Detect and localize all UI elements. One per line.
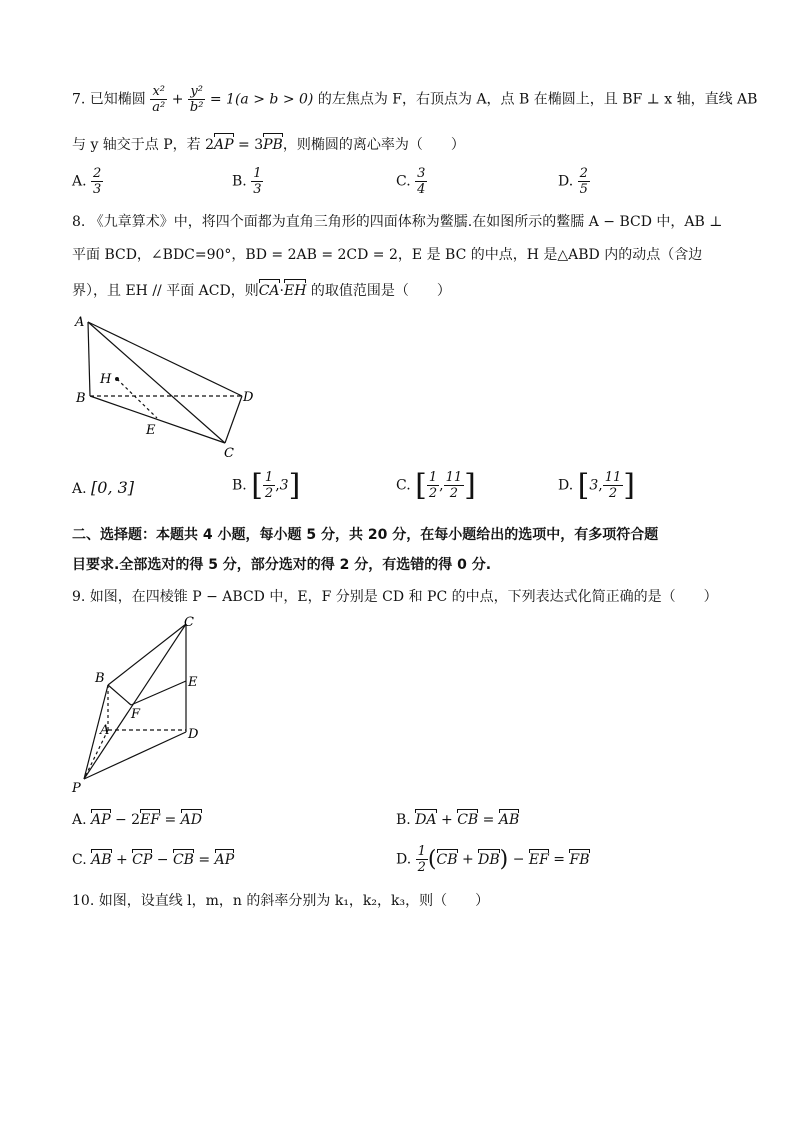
- q9-line1: 9. 如图，在四棱锥 P − ABCD 中，E，F 分别是 CD 和 PC 的中点，下列表达式化简正确的是（ ）: [72, 589, 718, 605]
- vector-eh: EH: [284, 283, 307, 299]
- q7-text-d: = 3: [233, 137, 264, 153]
- q7-text-a: 7. 已知椭圆: [72, 91, 146, 108]
- q9-option-d[interactable]: D. $\frac{1}{2}$ (CB + DB) − EF = FB: [396, 844, 590, 875]
- q9-option-a[interactable]: A. AP − 2EF = AD: [72, 812, 203, 828]
- q8-line1: 8. 《九章算术》中，将四个面都为直角三角形的四面体称为鳖臑.在如图所示的鳖臑 A − BCD 中，AB ⊥: [72, 214, 723, 230]
- q7-line1: 7. 已知椭圆 $\frac{\text{x²}}{\text{a²}}$ + $\frac{\text{y²}}{\text{b²}}$ = 1(a > b > 0) 的左焦点为 F，右顶点为 A，点 B 在椭圆上，且 BF ⊥ x 轴，直线 AB: [72, 84, 758, 115]
- label-a: A: [100, 723, 110, 738]
- label-p: P: [72, 781, 81, 796]
- label-d: D: [188, 727, 199, 742]
- q8-option-a[interactable]: A. [0, 3]: [72, 478, 135, 497]
- q8-line2: 平面 BCD，∠BDC=90°，BD = 2AB = 2CD = 2，E 是 BC 的中点，H 是△ABD 内的动点（含边: [72, 247, 703, 263]
- label-e: E: [146, 423, 156, 438]
- q7-text-b: 的左焦点为 F，右顶点为 A，点 B 在椭圆上，且 BF ⊥ x 轴，直线 AB: [317, 91, 758, 108]
- q7-option-b[interactable]: B. $\frac{1}{3}$: [232, 166, 262, 197]
- label-c: C: [184, 615, 194, 630]
- q7-eq-rest: = 1(a > b > 0): [209, 91, 314, 108]
- q9-option-b[interactable]: B. DA + CB = AB: [396, 812, 520, 828]
- q7-text-c: 与 y 轴交于点 P，若 2: [72, 137, 215, 153]
- q9-option-c[interactable]: C. AB + CP − CB = AP: [72, 852, 235, 868]
- label-c: C: [224, 446, 234, 460]
- q7-line2: [72, 136, 465, 154]
- q8-option-d[interactable]: D. [3, $\frac{11}{2}$ ]: [558, 468, 635, 503]
- label-f: F: [131, 707, 141, 722]
- q9-pyramid-figure: [68, 612, 228, 802]
- label-b: B: [95, 671, 105, 686]
- vector-ca: CA: [258, 283, 280, 299]
- section2-line1: 二、选择题：本题共 4 小题，每小题 5 分，共 20 分，在每小题给出的选项中，有多项符合题: [72, 527, 659, 543]
- section2-line2: 目要求.全部选对的得 5 分，部分选对的得 2 分，有选错的得 0 分.: [72, 557, 492, 573]
- q10-line1: 10. 如图，设直线 l，m，n 的斜率分别为 k₁，k₂，k₃，则（ ）: [72, 893, 490, 909]
- q8-line3: 界），且 EH // 平面 ACD，则CA·EH 的取值范围是（ ）: [72, 283, 451, 299]
- q7-text-e: ，则椭圆的离心率为（ ）: [282, 137, 465, 153]
- label-h: H: [100, 372, 112, 387]
- label-a: A: [75, 315, 85, 330]
- label-e: E: [188, 675, 198, 690]
- q7-option-c[interactable]: C. $\frac{3}{4}$: [396, 166, 426, 197]
- q7-frac-x: $\frac{\text{x²}}{\text{a²}}$: [152, 84, 166, 115]
- vector-ap: AP: [214, 137, 234, 153]
- q7-frac-y: $\frac{\text{y²}}{\text{b²}}$: [189, 84, 204, 115]
- q8-tetrahedron-figure: [70, 310, 270, 460]
- q7-option-a[interactable]: A. $\frac{2}{3}$: [72, 166, 102, 197]
- label-d: D: [243, 390, 254, 405]
- q8-option-c[interactable]: C. [ $\frac{1}{2}$ , $\frac{11}{2}$ ]: [396, 468, 476, 503]
- vector-pb: PB: [263, 137, 283, 153]
- label-b: B: [76, 391, 86, 406]
- q8-option-b[interactable]: B. [ $\frac{1}{2}$ ,3]: [232, 468, 301, 503]
- q7-option-d[interactable]: D. $\frac{2}{5}$: [558, 166, 588, 197]
